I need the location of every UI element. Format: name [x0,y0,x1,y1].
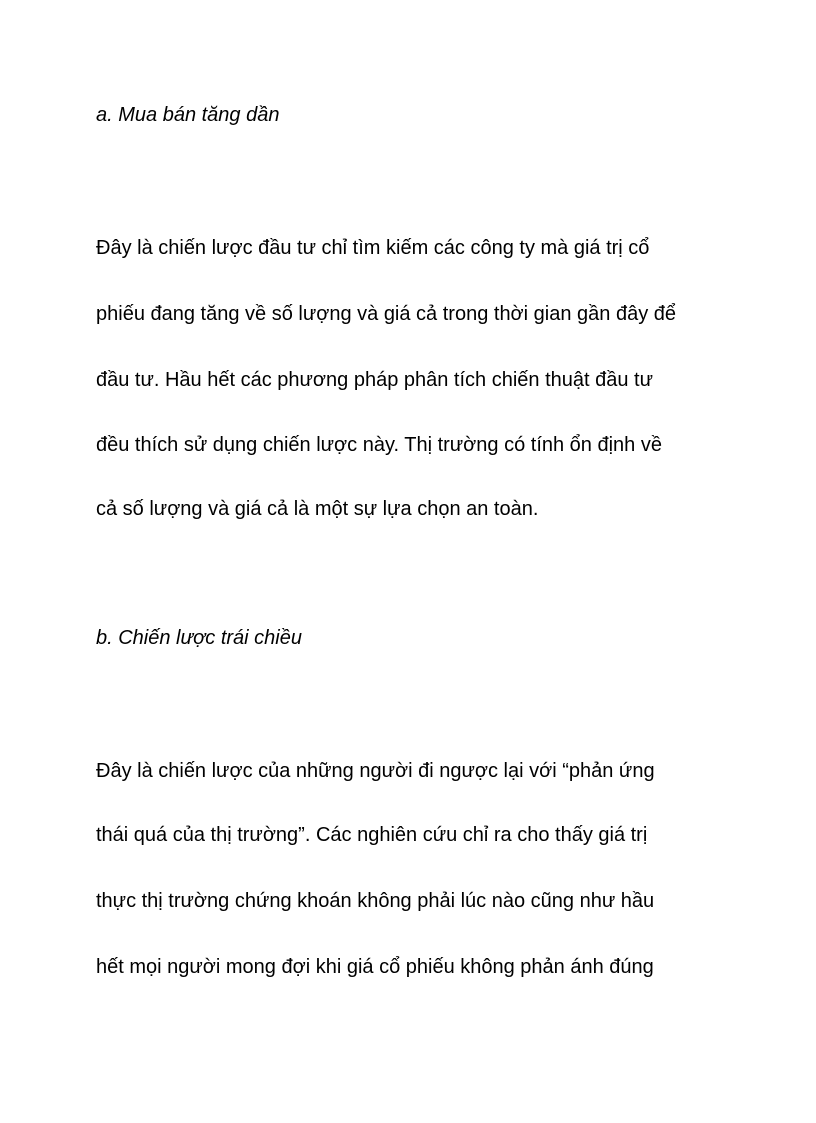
paragraph-line: thực thị trường chứng khoán không phải lúc nào cũng như hầu [96,890,655,912]
paragraph-line: phiếu đang tăng về số lượng và giá cả trong thời gian gần đây để [96,303,677,325]
paragraph-line: Đây là chiến lược đầu tư chỉ tìm kiếm các công ty mà giá trị cổ [96,237,650,259]
paragraph-line: đều thích sử dụng chiến lược này. Thị trường có tính ổn định về [96,434,662,456]
section-b-heading: b. Chiến lược trái chiều [96,627,302,649]
paragraph-line: Đây là chiến lược của những người đi ngược lại với “phản ứng [96,760,655,782]
section-a-heading: a. Mua bán tăng dần [96,104,280,126]
paragraph-line: hết mọi người mong đợi khi giá cổ phiếu không phản ánh đúng [96,956,654,978]
paragraph-line: thái quá của thị trường”. Các nghiên cứu chỉ ra cho thấy giá trị [96,824,648,846]
paragraph-line: đầu tư. Hầu hết các phương pháp phân tích chiến thuật đầu tư [96,369,653,391]
paragraph-line: cả số lượng và giá cả là một sự lựa chọn an toàn. [96,498,539,520]
